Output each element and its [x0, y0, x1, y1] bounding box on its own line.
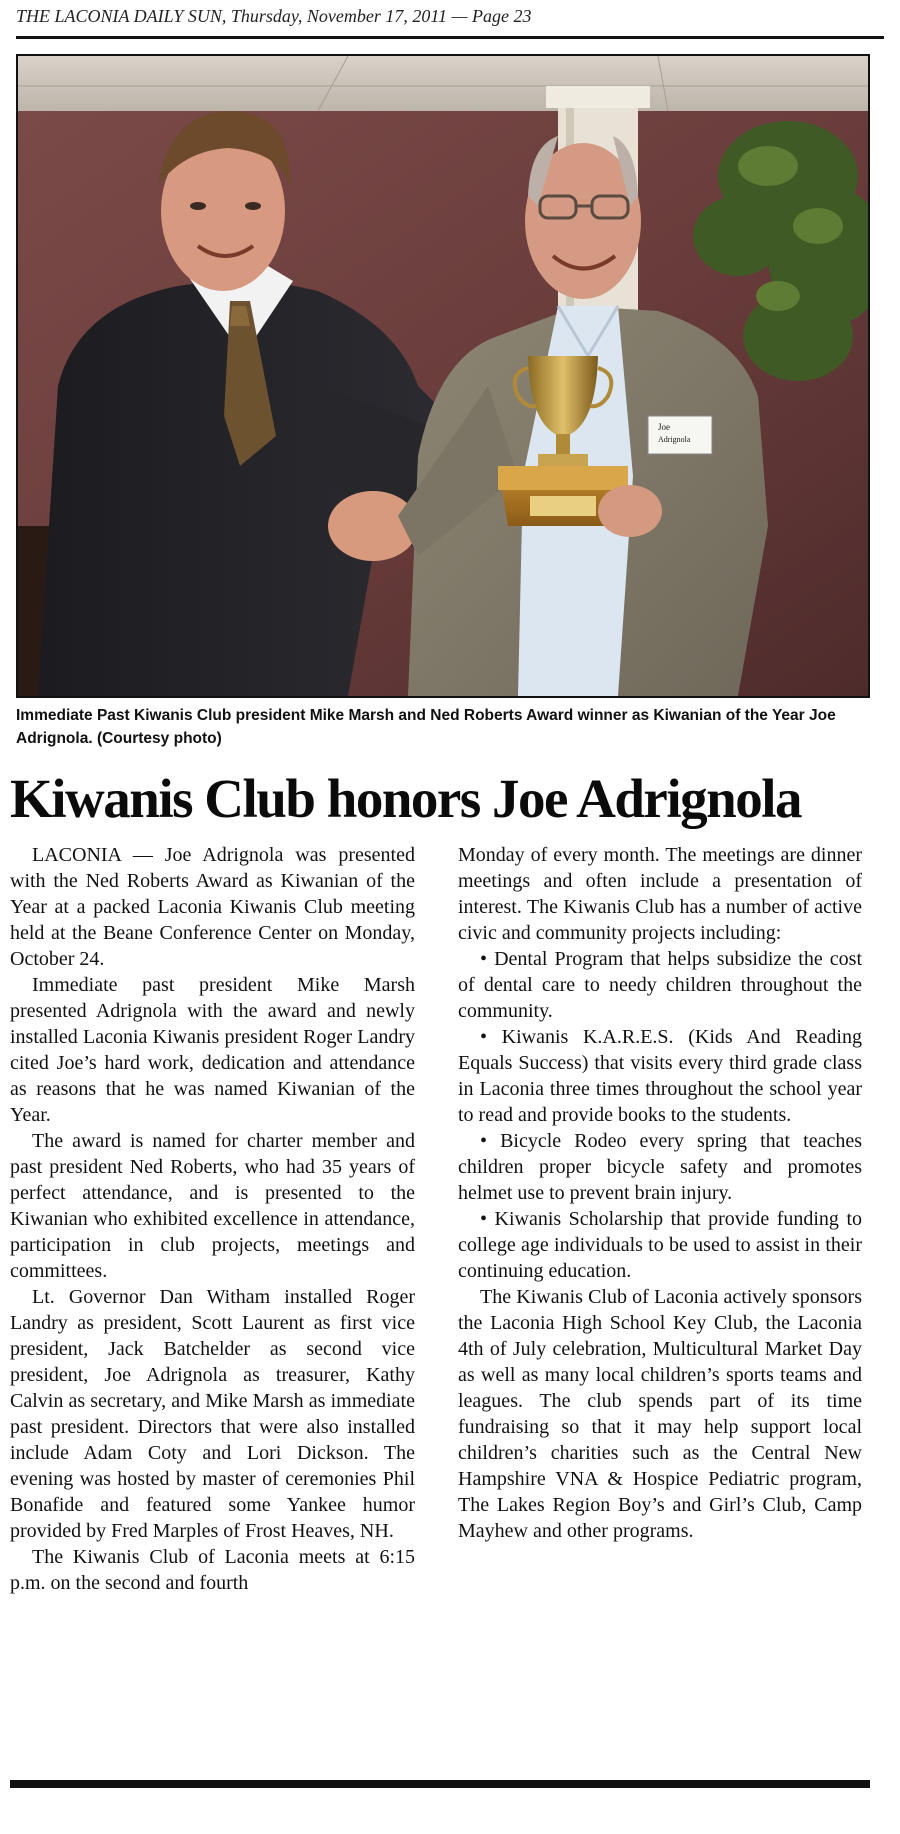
footer-rule [10, 1780, 870, 1788]
article-paragraph: Monday of every month. The meetings are dinner meetings and often include a presentation of interest. The Kiwanis Club has a number of active civic and community projects including: [458, 844, 862, 944]
article-bullet: • Bicycle Rodeo every spring that teaches children proper bicycle safety and promotes helmet use to prevent brain injury. [458, 1130, 862, 1204]
article-column-left [10, 842, 415, 1596]
article-paragraph: Lt. Governor Dan Witham installed Roger Landry as president, Scott Laurent as first vice president, Jack Batchelder as second vice president, Joe Adrignola as treasurer, Kathy Calvin as secretary, and Mike Marsh as immediate past president. Directors that were also installed include Adam Coty and Lori Dickson. The evening was hosted by master of ceremonies Phil Bonafide and featured some Yankee humor provided by Fred Marples of Frost Heaves, NH. [10, 1286, 415, 1542]
photo-illustration [18, 56, 868, 696]
article-paragraph: The Kiwanis Club of Laconia actively sponsors the Laconia High School Key Club, the Laconia 4th of July celebration, Multicultural Market Day as well as many local children’s sports teams and leagues. The club spends part of its time fundraising so that it may help support local children’s charities such as the Central New Hampshire VNA & Hospice Pediatric program, The Lakes Region Boy’s and Girl’s Club, Camp Mayhew and other programs. [458, 1286, 862, 1542]
article-paragraph: The award is named for charter member and past president Ned Roberts, who had 35 years of perfect attendance, and is presented to the Kiwanian who exhibited excellence in attendance, participation in club projects, meetings and committees. [10, 1130, 415, 1282]
article-paragraph: LACONIA — Joe Adrignola was presented with the Ned Roberts Award as Kiwanian of the Year at a packed Laconia Kiwanis Club meeting held at the Beane Conference Center on Monday, October 24. [10, 844, 415, 970]
header-rule [16, 36, 884, 39]
badge-name-first: Joe [658, 422, 670, 432]
article-column-right [458, 842, 862, 1544]
article-paragraph: Immediate past president Mike Marsh presented Adrignola with the award and newly installed Laconia Kiwanis president Roger Landry cited Joe’s hard work, dedication and attendance as reasons that he was named Kiwanian of the Year. [10, 974, 415, 1126]
page-header: THE LACONIA DAILY SUN, Thursday, November 17, 2011 — Page 23 [16, 6, 532, 26]
news-photo [16, 54, 870, 698]
article-bullet: • Kiwanis K.A.R.E.S. (Kids And Reading Equals Success) that visits every third grade class in Laconia three times throughout the school year to read and provide books to the students. [458, 1026, 862, 1126]
article-paragraph: The Kiwanis Club of Laconia meets at 6:15 p.m. on the second and fourth [10, 1546, 415, 1594]
article-bullet: • Dental Program that helps subsidize the cost of dental care to needy children throughout the community. [458, 948, 862, 1022]
badge-name-last: Adrignola [658, 435, 691, 444]
photo-caption: Immediate Past Kiwanis Club president Mike Marsh and Ned Roberts Award winner as Kiwanian of the Year Joe Adrignola. (Courtesy photo) [16, 707, 836, 747]
article-headline: Kiwanis Club honors Joe Adrignola [10, 768, 801, 829]
article-bullet: • Kiwanis Scholarship that provide funding to college age individuals to be used to assist in their continuing education. [458, 1208, 862, 1282]
